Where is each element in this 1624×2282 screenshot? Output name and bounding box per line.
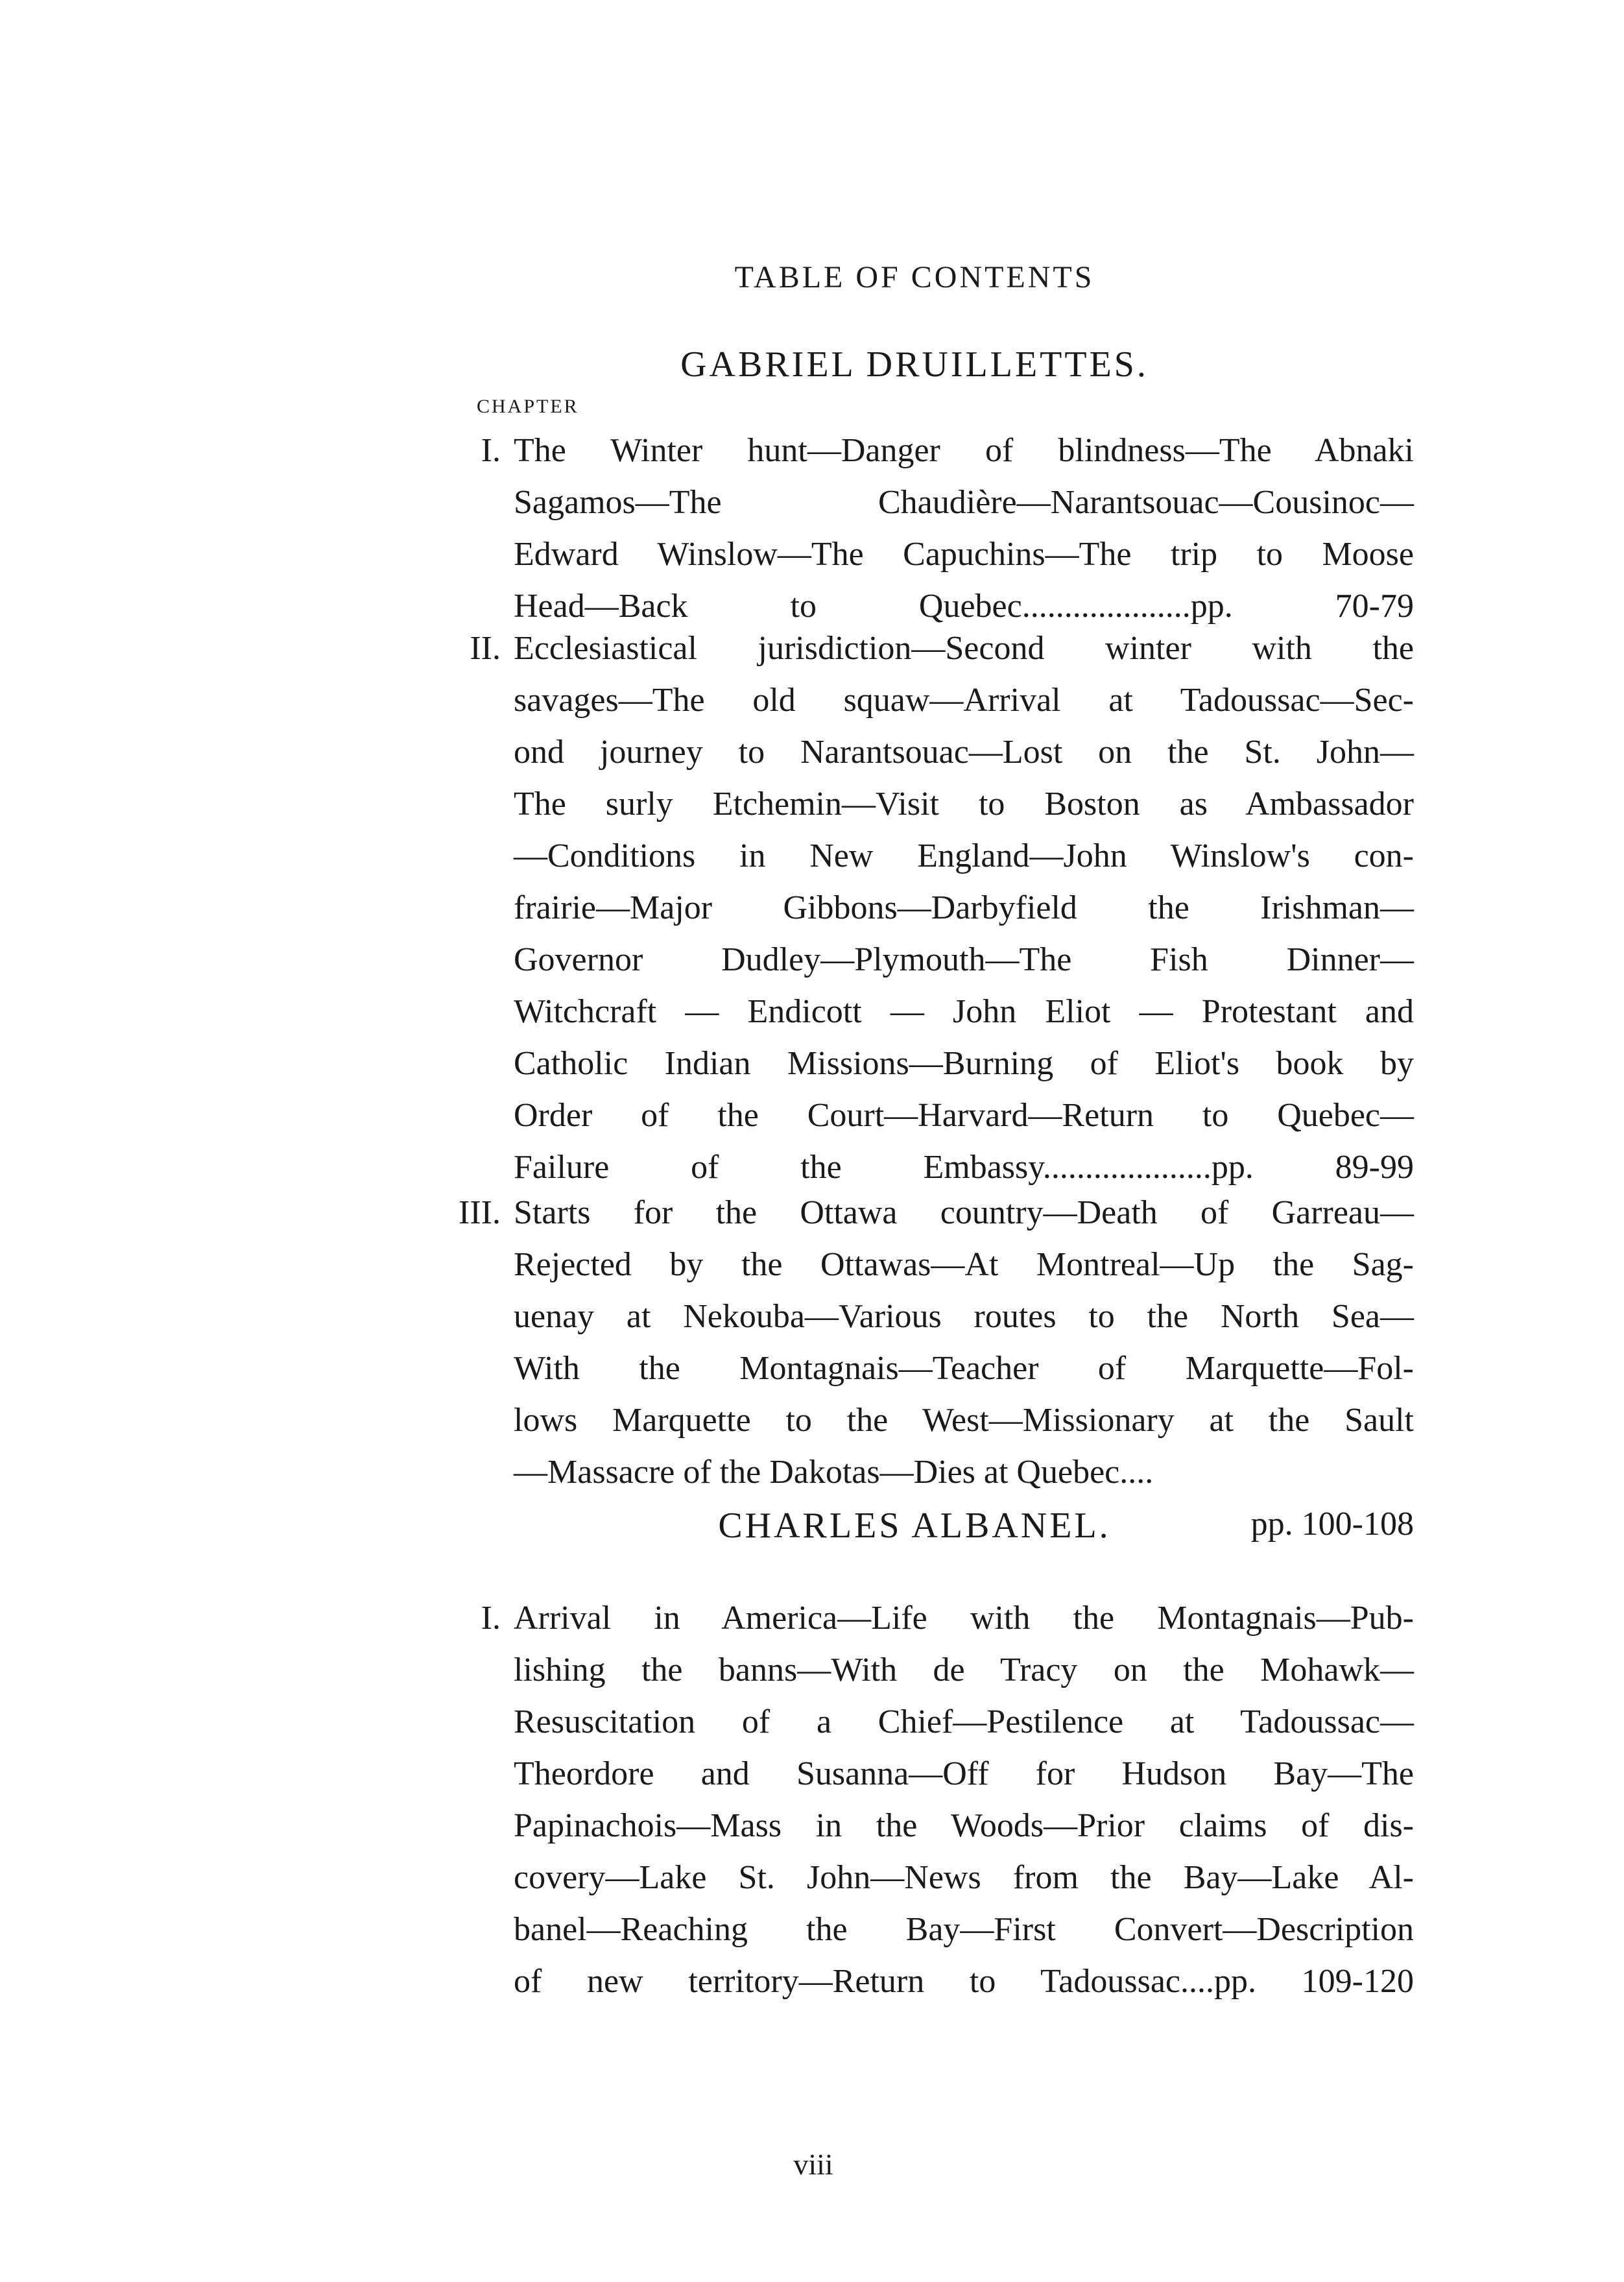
toc-entry-druillettes-2 (441, 623, 1414, 1194)
entry-line: of new territory—Return to Tadoussac....pp. 109-120 (514, 1963, 1414, 2000)
entry-line: Papinachois—Mass in the Woods—Prior claims of dis- (514, 1807, 1414, 1844)
entry-line: Head—Back to Quebec....................pp. 70-79 (514, 588, 1414, 625)
page-heading: TABLE OF CONTENTS (734, 260, 1095, 294)
entry-line: Rejected by the Ottawas—At Montreal—Up the Sag- (514, 1246, 1414, 1283)
entry-line: Edward Winslow—The Capuchins—The trip to Moose (514, 536, 1414, 573)
entry-line: covery—Lake St. John—News from the Bay—Lake Al- (514, 1859, 1414, 1896)
entry-line: Resuscitation of a Chief—Pestilence at Tadoussac— (514, 1703, 1414, 1740)
entry-line: Witchcraft — Endicott — John Eliot — Protestant and (514, 993, 1414, 1030)
toc-entry-druillettes-1 (441, 425, 1414, 632)
entry-line: Starts for the Ottawa country—Death of Garreau— (514, 1194, 1414, 1231)
chapter-numeral: II. (470, 630, 501, 667)
chapter-label: CHAPTER (477, 396, 579, 417)
entry-line: Ecclesiastical jurisdiction—Second winter with the (514, 630, 1414, 667)
entry-text (514, 425, 1414, 632)
entry-text (514, 1592, 1414, 2008)
entry-line: Theordore and Susanna—Off for Hudson Bay—The (514, 1755, 1414, 1792)
entry-line: Failure of the Embassy....................pp. 89-99 (514, 1149, 1414, 1186)
entry-line: banel—Reaching the Bay—First Convert—Description (514, 1911, 1414, 1948)
entry-text (514, 623, 1414, 1194)
page-number: viii (793, 2148, 833, 2181)
entry-line: uenay at Nekouba—Various routes to the North Sea— (514, 1298, 1414, 1335)
entry-line: Catholic Indian Missions—Burning of Eliot's book by (514, 1045, 1414, 1082)
section-title-albanel: CHARLES ALBANEL. (718, 1506, 1111, 1546)
entry-line: savages—The old squaw—Arrival at Tadoussac—Sec- (514, 682, 1414, 719)
section-title-druillettes: GABRIEL DRUILLETTES. (680, 344, 1149, 385)
entry-line: —Conditions in New England—John Winslow's con- (514, 837, 1414, 874)
entry-line: Sagamos—The Chaudière—Narantsouac—Cousinoc— (514, 484, 1414, 521)
entry-line: ond journey to Narantsouac—Lost on the St. John— (514, 734, 1414, 771)
entry-line: With the Montagnais—Teacher of Marquette—Fol- (514, 1350, 1414, 1387)
chapter-numeral: I. (481, 1600, 501, 1637)
entry-line: lows Marquette to the West—Missionary at the Sault (514, 1402, 1414, 1439)
entry-line: Order of the Court—Harvard—Return to Quebec— (514, 1097, 1414, 1134)
entry-text (514, 1187, 1414, 1550)
entry-pages: pp. 100-108 (1250, 1506, 1414, 1543)
entry-line: frairie—Major Gibbons—Darbyfield the Irishman— (514, 889, 1414, 926)
chapter-numeral: I. (481, 432, 501, 469)
entry-line: —Massacre of the Dakotas—Dies at Quebec.... (514, 1454, 1154, 1491)
entry-line: Governor Dudley—Plymouth—The Fish Dinner— (514, 941, 1414, 978)
entry-line: The surly Etchemin—Visit to Boston as Ambassador (514, 786, 1414, 823)
entry-line: lishing the banns—With de Tracy on the Mohawk— (514, 1651, 1414, 1688)
entry-line: The Winter hunt—Danger of blindness—The Abnaki (514, 432, 1414, 469)
toc-entry-druillettes-3 (441, 1187, 1414, 1550)
entry-line: Arrival in America—Life with the Montagnais—Pub- (514, 1600, 1414, 1637)
chapter-numeral: III. (459, 1194, 501, 1231)
toc-entry-albanel-1 (441, 1592, 1414, 2008)
